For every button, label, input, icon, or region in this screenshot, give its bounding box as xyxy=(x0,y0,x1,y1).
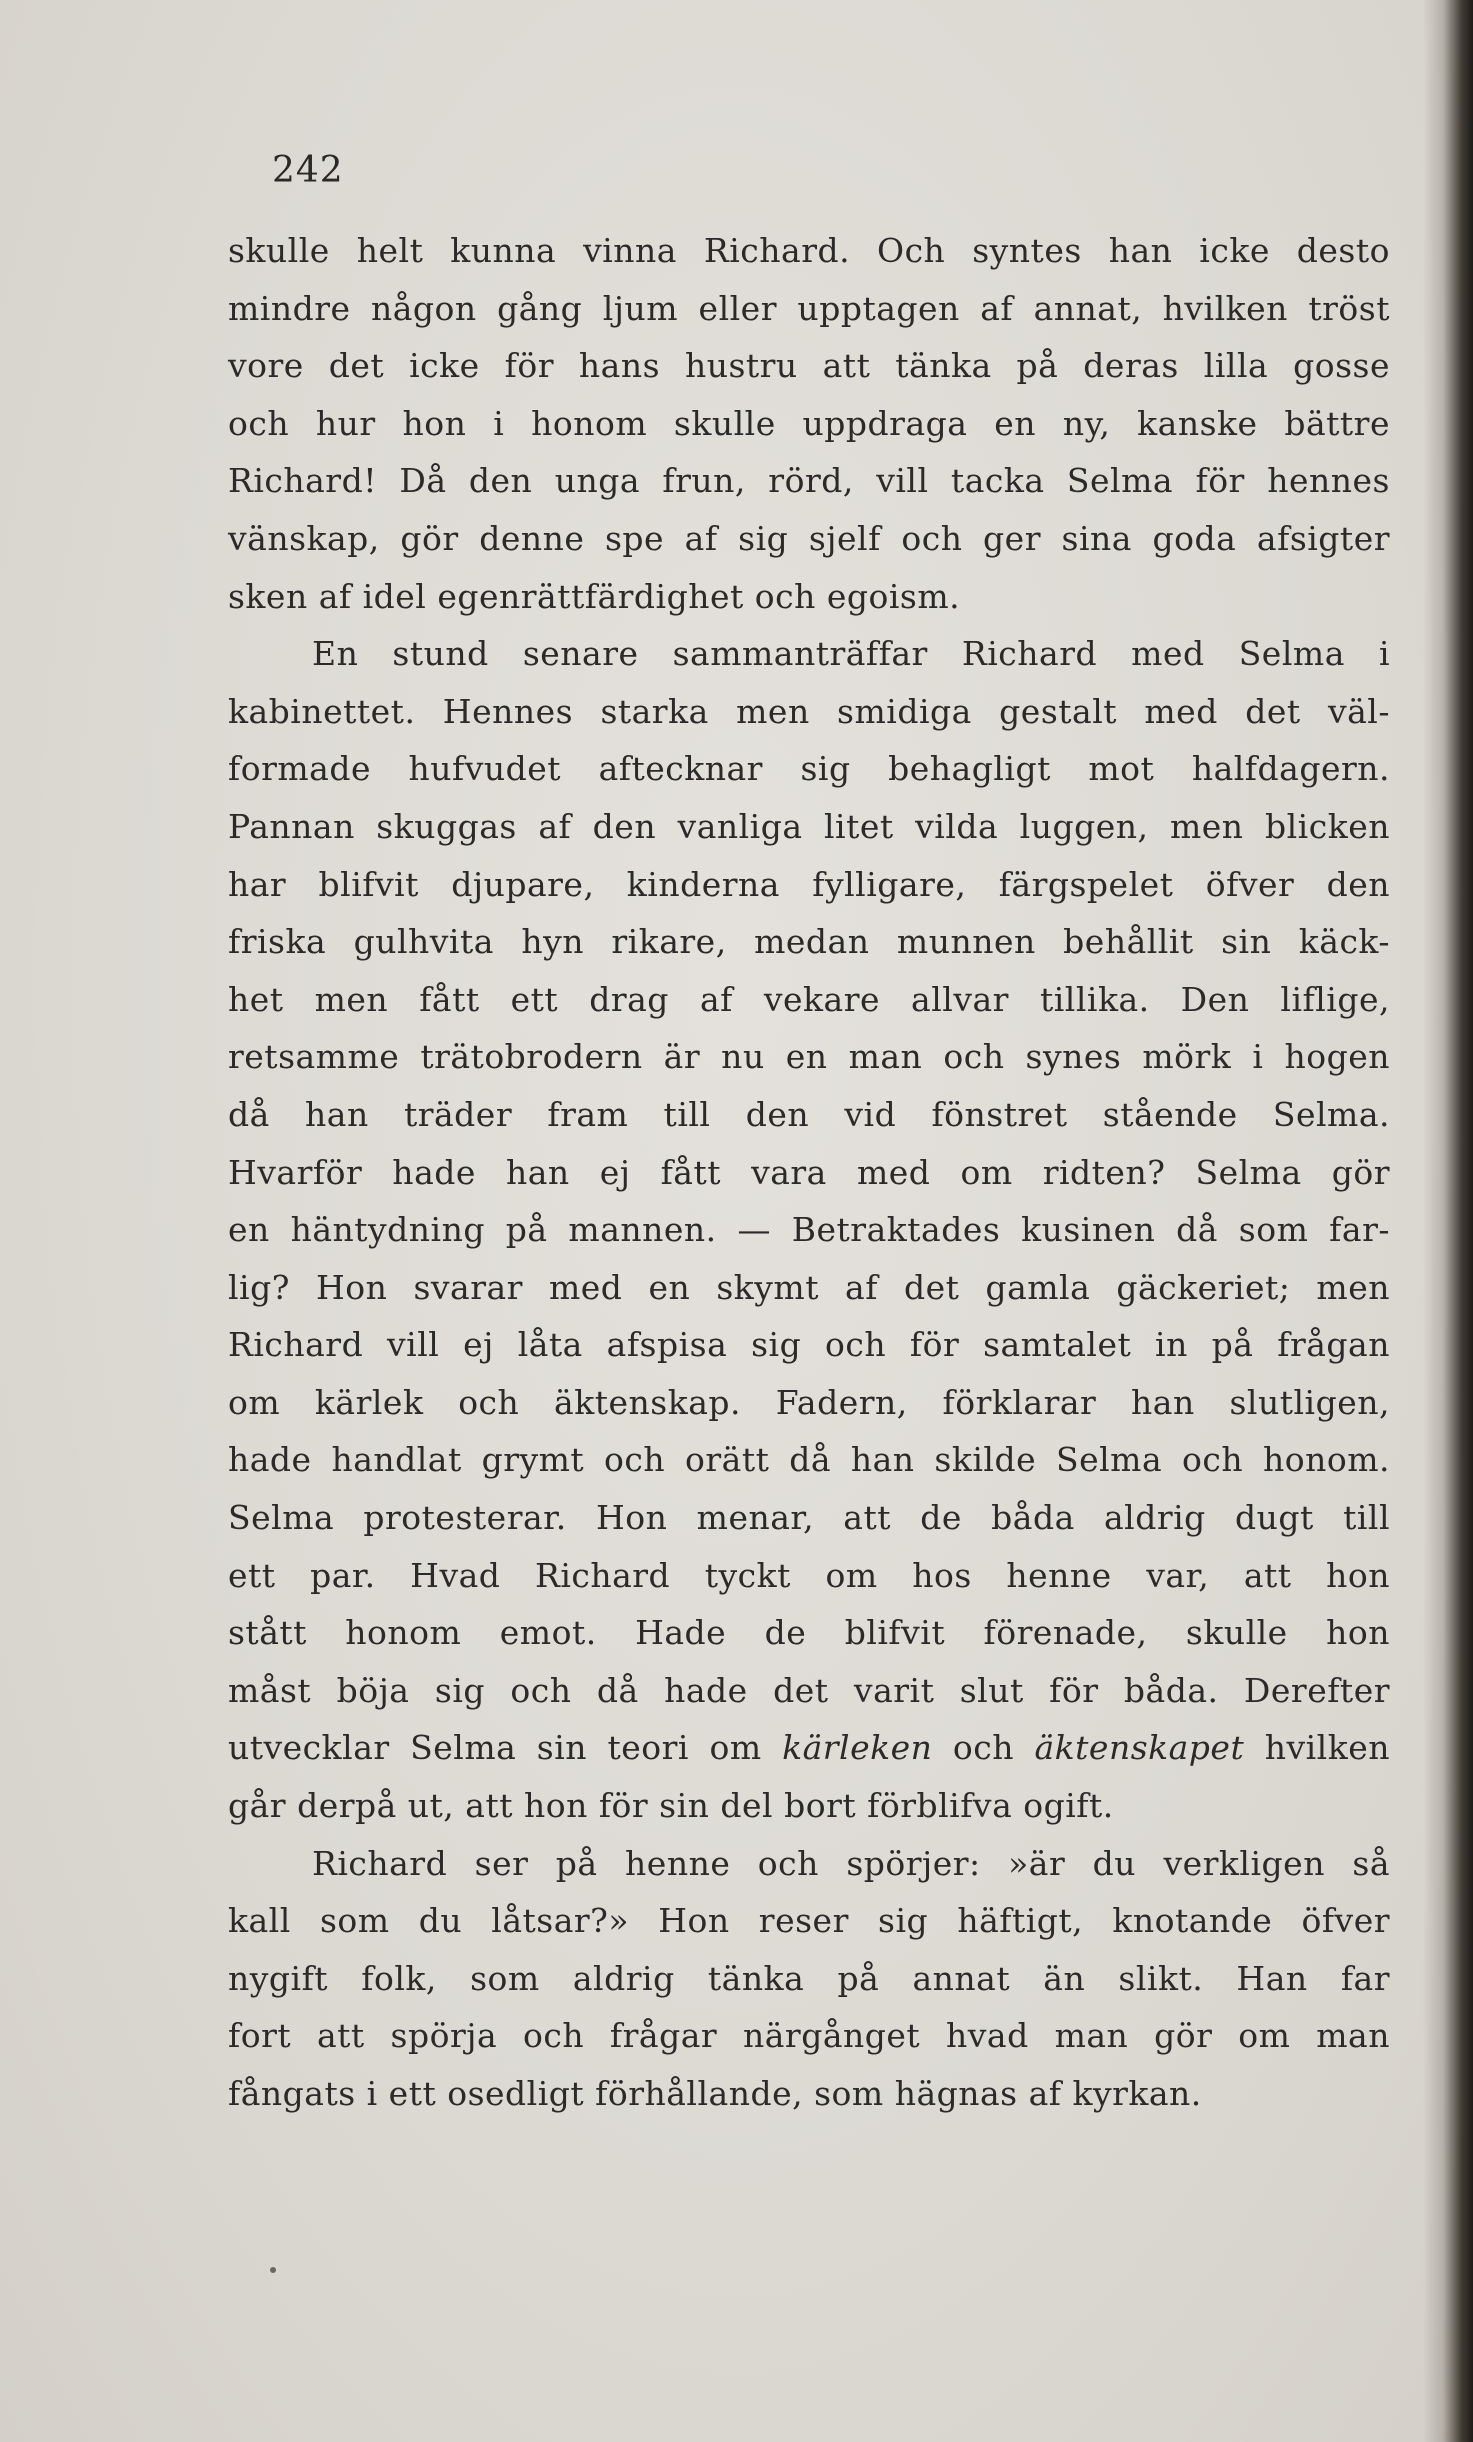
page-gutter-shadow xyxy=(1423,0,1473,2442)
text-line: kall som du låtsar?» Hon reser sig häftigt, knotande öfver xyxy=(228,1901,1390,1941)
text-line: stått honom emot. Hade de blifvit förenade, skulle hon xyxy=(228,1613,1390,1653)
text-line: formade hufvudet aftecknar sig behagligt mot halfdagern. xyxy=(228,749,1390,789)
text-line: friska gulhvita hyn rikare, medan munnen behållit sin käck- xyxy=(228,922,1390,962)
text-segment: hvilken xyxy=(1244,1728,1390,1768)
text-line: går derpå ut, att hon för sin del bort förblifva ogift. xyxy=(228,1786,1114,1826)
text-line: lig? Hon svarar med en skymt af det gamla gäckeriet; men xyxy=(228,1267,1390,1307)
text-line: retsamme trätobrodern är nu en man och synes mörk i hogen xyxy=(228,1037,1390,1077)
text-line: och hur hon i honom skulle uppdraga en ny, kanske bättre xyxy=(228,403,1390,443)
text-segment: och xyxy=(932,1728,1035,1768)
paper-speck xyxy=(270,2267,276,2273)
text-line: Selma protesterar. Hon menar, att de båda aldrig dugt till xyxy=(228,1498,1390,1538)
italic-word: äktenskapet xyxy=(1034,1728,1245,1768)
text-line: hade handlat grymt och orätt då han skilde Selma och honom. xyxy=(228,1440,1390,1480)
text-line xyxy=(228,1719,1390,1777)
text-line: vore det icke för hans hustru att tänka på deras lilla gosse xyxy=(228,346,1390,386)
italic-word: kärleken xyxy=(782,1728,933,1768)
text-line: Richard ser på henne och spörjer: »är du verkligen så xyxy=(312,1843,1390,1883)
body-text xyxy=(228,222,1390,2123)
text-line: Richard vill ej låta afspisa sig och för samtalet in på frågan xyxy=(228,1325,1390,1365)
text-segment: utvecklar Selma sin teori om xyxy=(228,1728,783,1768)
text-line: sken af idel egenrättfärdighet och egoism. xyxy=(228,576,961,616)
text-line: mindre någon gång ljum eller upptagen af annat, hvilken tröst xyxy=(228,288,1390,328)
text-line: het men fått ett drag af vekare allvar tillika. Den liflige, xyxy=(228,979,1390,1019)
text-line: fångats i ett osedligt förhållande, som hägnas af kyrkan. xyxy=(228,2074,1202,2113)
text-line: har blifvit djupare, kinderna fylligare, färgspelet öfver den xyxy=(228,864,1390,904)
text-line: måst böja sig och då hade det varit slut för båda. Derefter xyxy=(228,1670,1390,1710)
text-line: kabinettet. Hennes starka men smidiga gestalt med det väl- xyxy=(228,691,1390,731)
text-line: skulle helt kunna vinna Richard. Och syntes han icke desto xyxy=(228,231,1390,270)
text-line: då han träder fram till den vid fönstret stående Selma. xyxy=(228,1094,1390,1134)
text-line: en häntydning på mannen. — Betraktades kusinen då som far- xyxy=(228,1210,1390,1250)
page-number: 242 xyxy=(272,150,344,191)
text-line: fort att spörja och frågar närgånget hvad man gör om man xyxy=(228,2016,1390,2056)
text-line: En stund senare sammanträffar Richard med Selma i xyxy=(312,634,1390,674)
text-line: nygift folk, som aldrig tänka på annat än slikt. Han far xyxy=(228,1958,1390,1998)
text-line: Hvarför hade han ej fått vara med om ridten? Selma gör xyxy=(228,1152,1390,1192)
text-line: om kärlek och äktenskap. Fadern, förklarar han slutligen, xyxy=(228,1382,1390,1422)
text-line: Richard! Då den unga frun, rörd, vill tacka Selma för hennes xyxy=(228,461,1390,501)
text-line: ett par. Hvad Richard tyckt om hos henne var, att hon xyxy=(228,1555,1390,1595)
text-line: Pannan skuggas af den vanliga litet vilda luggen, men blicken xyxy=(228,806,1390,846)
text-line: vänskap, gör denne spe af sig sjelf och ger sina goda afsigter xyxy=(228,518,1390,558)
